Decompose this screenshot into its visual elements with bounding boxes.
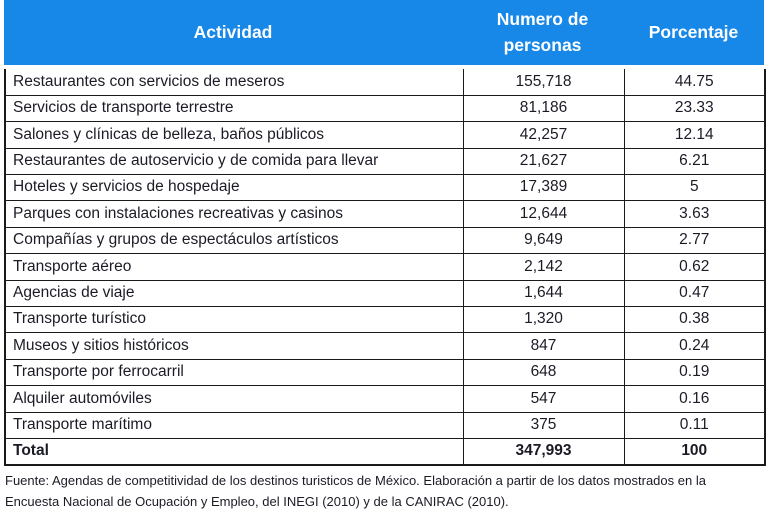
cell-actividad: Museos y sitios históricos [5, 333, 463, 359]
table-row [5, 201, 765, 227]
cell-porcentaje: 0.16 [624, 386, 765, 412]
cell-personas: 847 [463, 333, 624, 359]
cell-personas: 9,649 [463, 227, 624, 253]
cell-porcentaje: 0.19 [624, 359, 765, 385]
cell-actividad: Transporte aéreo [5, 254, 463, 280]
column-header-porcentaje: Porcentaje [648, 21, 739, 42]
table-header [4, 0, 764, 65]
total-row [5, 438, 765, 464]
cell-porcentaje: 0.47 [624, 280, 765, 306]
table-row [5, 307, 765, 333]
cell-actividad: Transporte turístico [5, 307, 463, 333]
cell-actividad: Compañías y grupos de espectáculos artísticos [5, 227, 463, 253]
source-note: Fuente: Agendas de competitividad de los destinos turisticos de México. Elaboración a partir de los datos mostrados en la Encuesta Nacional de Ocupación y Empleo, del INEGI (2010) y de la CANIRAC (2010). [5, 472, 706, 509]
table-row [5, 333, 765, 359]
cell-porcentaje: 3.63 [624, 201, 765, 227]
cell-personas: 1,644 [463, 280, 624, 306]
cell-personas: 155,718 [463, 69, 624, 95]
cell-porcentaje: 23.33 [624, 95, 765, 121]
cell-actividad: Transporte marítimo [5, 412, 463, 438]
table-row [5, 386, 765, 412]
cell-personas: 42,257 [463, 122, 624, 148]
data-table [4, 69, 766, 466]
cell-actividad: Alquiler automóviles [5, 386, 463, 412]
cell-actividad: Parques con instalaciones recreativas y casinos [5, 201, 463, 227]
cell-personas: 12,644 [463, 201, 624, 227]
cell-personas: 375 [463, 412, 624, 438]
cell-porcentaje: 0.24 [624, 333, 765, 359]
table-row [5, 95, 765, 121]
cell-porcentaje: 0.11 [624, 412, 765, 438]
cell-porcentaje: 0.38 [624, 307, 765, 333]
cell-actividad: Hoteles y servicios de hospedaje [5, 175, 463, 201]
table-row [5, 280, 765, 306]
cell-personas: 21,627 [463, 148, 624, 174]
cell-personas: 1,320 [463, 307, 624, 333]
cell-personas: 81,186 [463, 95, 624, 121]
cell-actividad: Salones y clínicas de belleza, baños públicos [5, 122, 463, 148]
cell-porcentaje: 12.14 [624, 122, 765, 148]
cell-actividad: Servicios de transporte terrestre [5, 95, 463, 121]
table-row [5, 412, 765, 438]
cell-actividad: Restaurantes con servicios de meseros [5, 69, 463, 95]
cell-porcentaje: 5 [624, 175, 765, 201]
table-row [5, 148, 765, 174]
cell-actividad: Total [5, 438, 463, 464]
cell-personas: 347,993 [463, 438, 624, 464]
cell-actividad: Restaurantes de autoservicio y de comida para llevar [5, 148, 463, 174]
table-row [5, 175, 765, 201]
cell-porcentaje: 2.77 [624, 227, 765, 253]
table-row [5, 227, 765, 253]
column-header-personas: Numero de personas [496, 9, 589, 55]
cell-actividad: Agencias de viaje [5, 280, 463, 306]
table-body [5, 69, 765, 465]
cell-porcentaje: 0.62 [624, 254, 765, 280]
table-row [5, 254, 765, 280]
cell-porcentaje: 6.21 [624, 148, 765, 174]
cell-actividad: Transporte por ferrocarril [5, 359, 463, 385]
column-header-actividad: Actividad [193, 21, 273, 42]
table-row [5, 69, 765, 95]
cell-personas: 2,142 [463, 254, 624, 280]
cell-personas: 547 [463, 386, 624, 412]
table-row [5, 359, 765, 385]
table-row [5, 122, 765, 148]
cell-personas: 648 [463, 359, 624, 385]
cell-porcentaje: 100 [624, 438, 765, 464]
cell-porcentaje: 44.75 [624, 69, 765, 95]
cell-personas: 17,389 [463, 175, 624, 201]
